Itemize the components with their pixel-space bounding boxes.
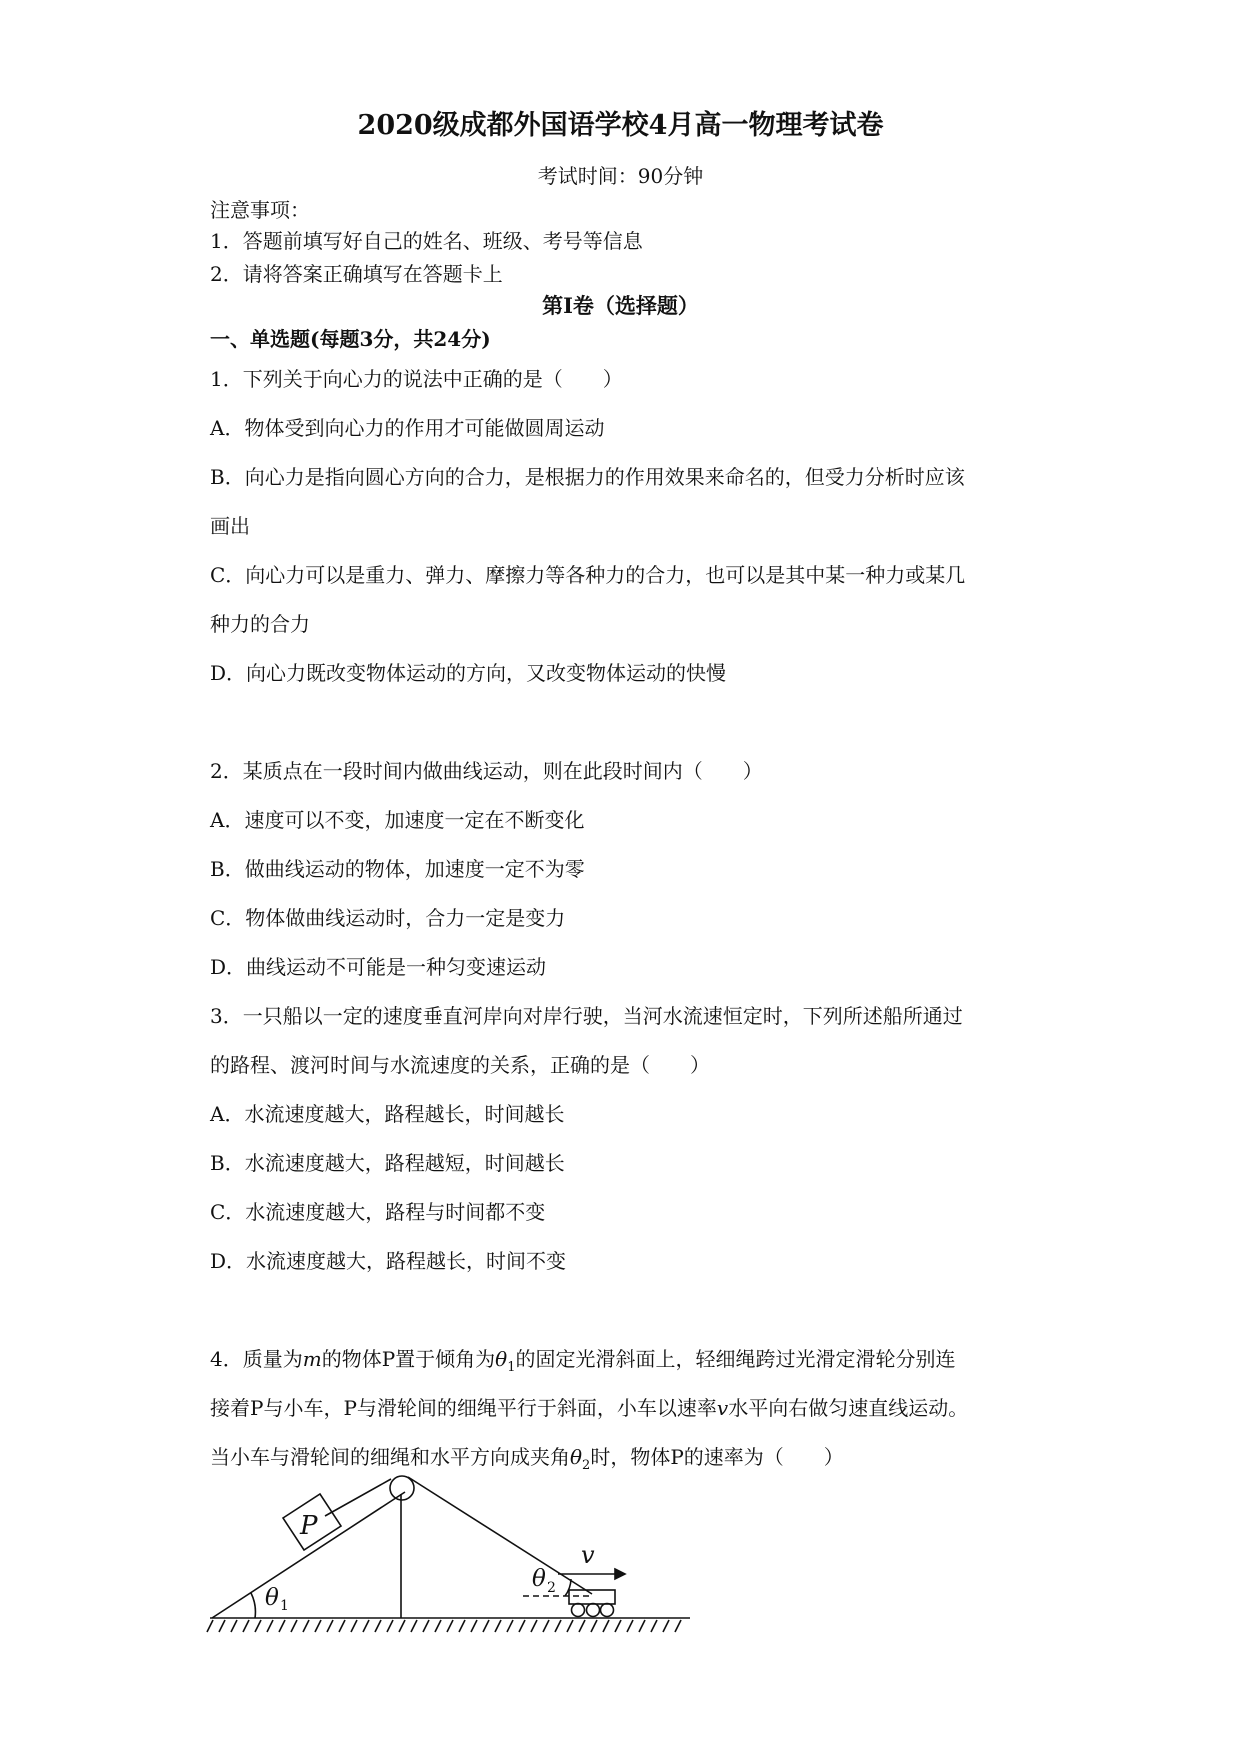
q1-option-b-line2: 画出: [210, 514, 250, 538]
q3-option-d: D．水流速度越大，路程越长，时间不变: [210, 1249, 567, 1273]
q1-option-b-line1: B．向心力是指向圆心方向的合力，是根据力的作用效果来命名的，但受力分析时应该: [210, 465, 965, 489]
cart-body: [569, 1590, 615, 1604]
exam-title: 2020级成都外国语学校4月高一物理考试卷: [357, 110, 884, 141]
q3-option-b: B．水流速度越大，路程越短，时间越长: [210, 1151, 565, 1175]
cart-wheel-middle: [587, 1604, 600, 1617]
q1-option-d: D．向心力既改变物体运动的方向，又改变物体运动的快慢: [210, 661, 727, 685]
part-title: 第Ⅰ卷（选择题）: [542, 293, 699, 318]
cart-wheel-left: [572, 1604, 585, 1617]
q4-stem-line3: 当小车与滑轮间的细绳和水平方向成夹角$\theta_2$时，物体P的速率为（ ）: [210, 1445, 844, 1473]
q2-option-a: A．速度可以不变，加速度一定在不断变化: [210, 808, 585, 832]
q3-option-a: A．水流速度越大，路程越长，时间越长: [210, 1102, 565, 1126]
q2-option-c: C．物体做曲线运动时，合力一定是变力: [210, 906, 566, 930]
q3-stem-line1: 3．一只船以一定的速度垂直河岸向对岸行驶，当河水流速恒定时，下列所述船所通过: [210, 1004, 963, 1028]
velocity-label: v: [581, 1541, 595, 1569]
theta1-label: θ: [265, 1585, 279, 1611]
q4-stem-line1: 4．质量为m的物体P置于倾角为$\theta_1$的固定光滑斜面上，轻细绳跨过光滑定滑轮分别连: [210, 1347, 956, 1375]
q3-option-c: C．水流速度越大，路程与时间都不变: [210, 1200, 546, 1224]
note-2: 2．请将答案正确填写在答题卡上: [210, 262, 503, 286]
q1-option-c-line1: C．向心力可以是重力、弹力、摩擦力等各种力的合力，也可以是其中某一种力或某几: [210, 563, 966, 587]
rope-p-segment: [325, 1479, 391, 1516]
theta1-subscript: 1: [280, 1598, 289, 1614]
pulley: [390, 1476, 414, 1500]
q2-option-d: D．曲线运动不可能是一种匀变速运动: [210, 955, 547, 979]
notes-label: 注意事项：: [210, 198, 310, 222]
incline-pulley-figure: [205, 1468, 705, 1643]
theta1-arc: [251, 1593, 255, 1618]
q2-option-b: B．做曲线运动的物体，加速度一定不为零: [210, 857, 585, 881]
ground-hatching: [207, 1620, 681, 1632]
cart-wheel-right: [601, 1604, 614, 1617]
block-label: P: [300, 1511, 318, 1541]
theta2-subscript: 2: [547, 1580, 556, 1596]
section-title: 一、单选题(每题3分，共24分): [210, 327, 491, 351]
q1-stem: 1．下列关于向心力的说法中正确的是（ ）: [210, 367, 623, 391]
velocity-arrowhead: [615, 1569, 625, 1579]
q2-stem: 2．某质点在一段时间内做曲线运动，则在此段时间内（ ）: [210, 759, 763, 783]
theta2-label: θ: [532, 1566, 546, 1592]
rope-cart-segment: [408, 1477, 592, 1594]
q1-option-c-line2: 种力的合力: [210, 612, 310, 636]
exam-time: 考试时间：90分钟: [537, 164, 704, 188]
note-1: 1．答题前填写好自己的姓名、班级、考号等信息: [210, 229, 643, 253]
q3-stem-line2: 的路程、渡河时间与水流速度的关系，正确的是（ ）: [210, 1053, 710, 1077]
q4-stem-line2: 接着P与小车，P与滑轮间的细绳平行于斜面，小车以速率v水平向右做匀速直线运动。: [210, 1396, 969, 1420]
theta2-arc: [565, 1579, 571, 1596]
q1-option-a: A．物体受到向心力的作用才可能做圆周运动: [210, 416, 605, 440]
